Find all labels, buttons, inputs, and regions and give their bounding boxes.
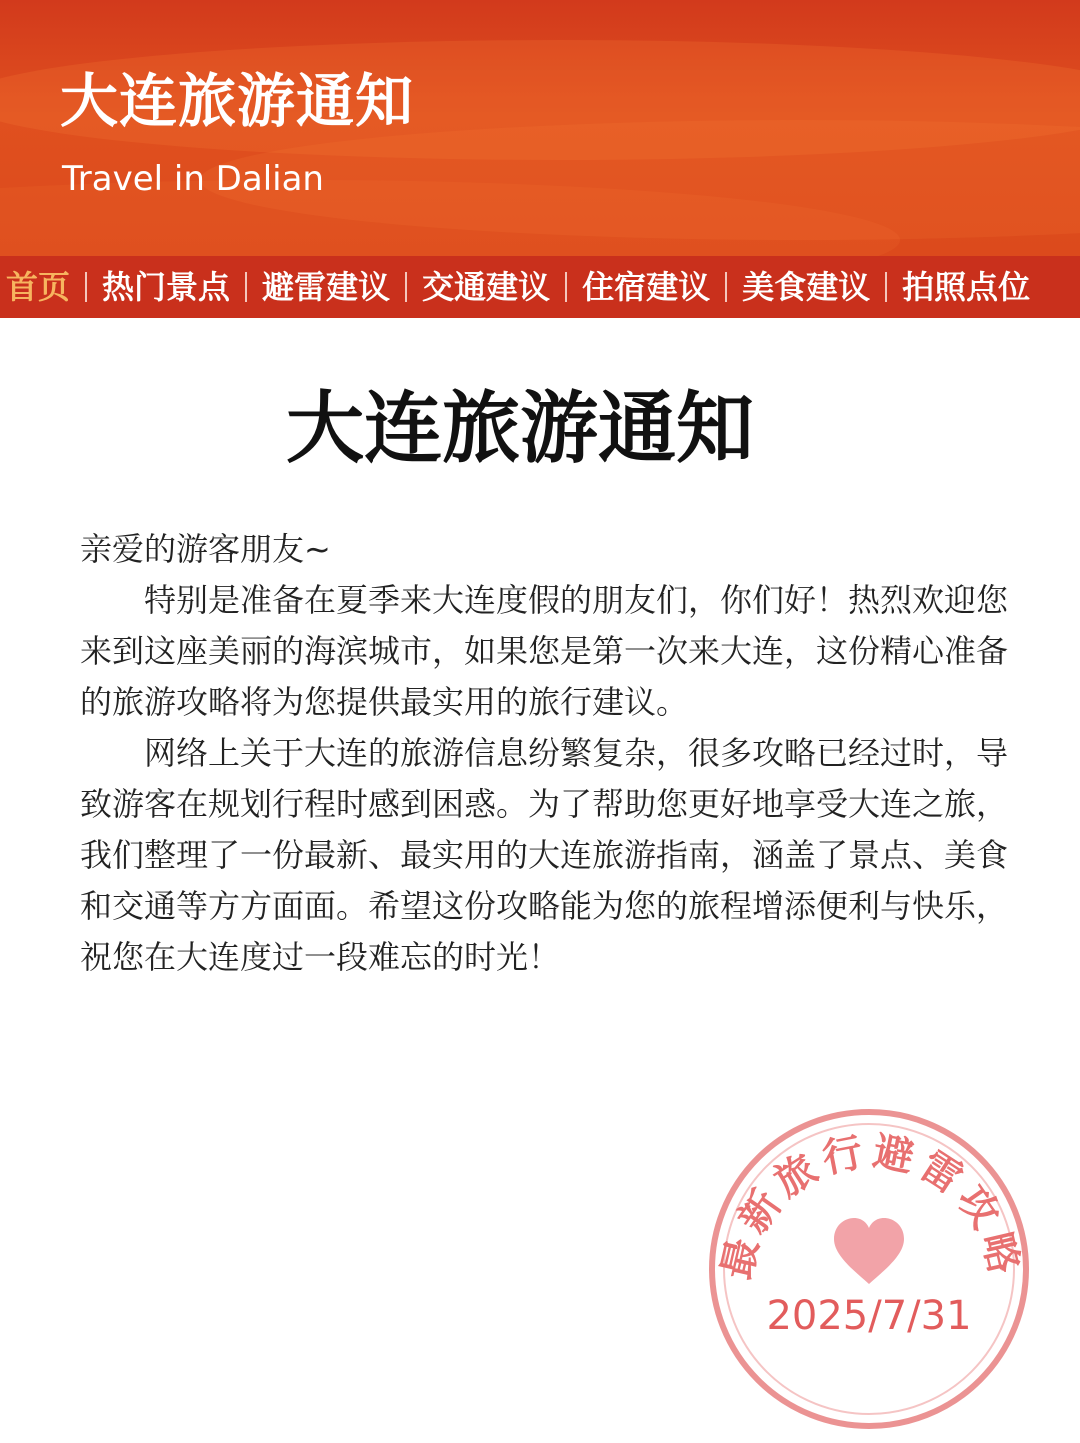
nav-item-pitfall-tips[interactable]: 避雷建议 (262, 268, 391, 306)
nav-divider (405, 272, 407, 302)
nav-item-hot-attractions[interactable]: 热门景点 (102, 268, 231, 306)
seal-stamp (706, 1106, 1032, 1432)
nav-divider (245, 272, 247, 302)
nav-bar (0, 256, 1080, 318)
seal-ring-text: 最新旅行避雷攻略 (713, 1128, 1029, 1284)
banner-subtitle: Travel in Dalian (62, 159, 324, 199)
nav-item-home[interactable]: 首页 (6, 268, 71, 306)
seal-graphic (706, 1106, 1032, 1432)
nav-divider (725, 272, 727, 302)
paragraph: 特别是准备在夏季来大连度假的朋友们，你们好！热烈欢迎您来到这座美丽的海滨城市，如果您是第一次来大连，这份精心准备的旅游攻略将为您提供最实用的旅行建议。 (80, 581, 1009, 721)
heart-icon (834, 1218, 904, 1284)
nav-divider (85, 272, 87, 302)
article-body (80, 524, 1020, 983)
seal-date: 2025/7/31 (766, 1293, 972, 1339)
nav-item-lodging-tips[interactable]: 住宿建议 (582, 268, 711, 306)
nav-divider (885, 272, 887, 302)
greeting: 亲爱的游客朋友~ (80, 530, 331, 568)
paragraph: 网络上关于大连的旅游信息纷繁复杂，很多攻略已经过时，导致游客在规划行程时感到困惑。为了帮助您更好地享受大连之旅，我们整理了一份最新、最实用的大连旅游指南，涵盖了景点、美食和交通等方方面面。希望这份攻略能为您的旅程增添便利与快乐，祝您在大连度过一段难忘的时光！ (80, 734, 1009, 976)
nav-item-transport-tips[interactable]: 交通建议 (422, 268, 551, 306)
nav-item-food-tips[interactable]: 美食建议 (742, 268, 871, 306)
page-title: 大连旅游通知 (285, 384, 754, 474)
banner-title: 大连旅游通知 (60, 67, 415, 135)
nav-divider (565, 272, 567, 302)
header-banner (0, 0, 1080, 256)
nav-item-photo-spots[interactable]: 拍照点位 (902, 268, 1031, 306)
